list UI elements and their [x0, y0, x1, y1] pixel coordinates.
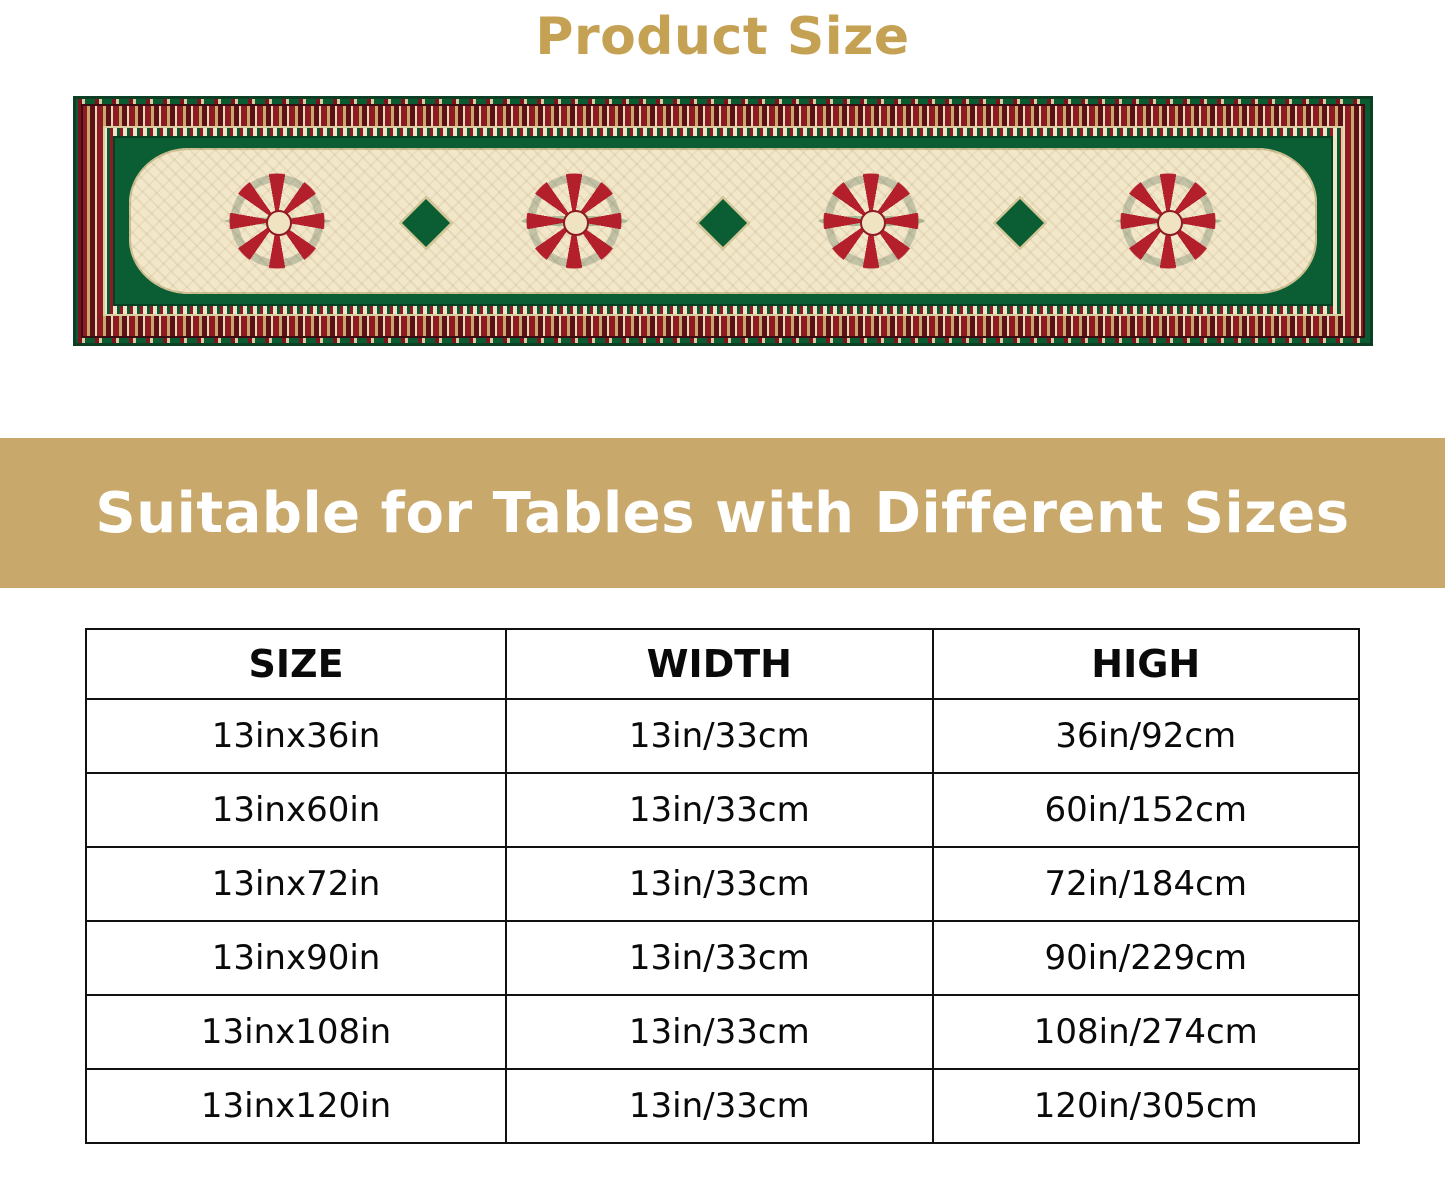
table-row: [86, 847, 1359, 921]
cell-width: 13in/33cm: [506, 773, 932, 847]
banner-text: Suitable for Tables with Different Sizes: [95, 480, 1350, 546]
cell-size: 13inx108in: [86, 995, 506, 1069]
cell-width: 13in/33cm: [506, 995, 932, 1069]
column-header-size: SIZE: [86, 629, 506, 699]
cell-high: 36in/92cm: [933, 699, 1359, 773]
cell-width: 13in/33cm: [506, 699, 932, 773]
size-table: [85, 628, 1360, 1144]
size-table-container: [85, 628, 1360, 1144]
cell-size: 13inx60in: [86, 773, 506, 847]
table-row: [86, 1069, 1359, 1143]
page-title: Product Size: [535, 7, 910, 67]
cell-high: 72in/184cm: [933, 847, 1359, 921]
cell-high: 120in/305cm: [933, 1069, 1359, 1143]
runner-medallion: [229, 173, 325, 269]
runner-medallion-field: [129, 148, 1317, 294]
table-runner-graphic: [73, 96, 1373, 346]
banner: [0, 438, 1445, 588]
runner-medallion: [823, 173, 919, 269]
cell-size: 13inx120in: [86, 1069, 506, 1143]
table-row: [86, 699, 1359, 773]
cell-high: 90in/229cm: [933, 921, 1359, 995]
table-row: [86, 773, 1359, 847]
runner-lozenge: [696, 197, 750, 251]
cell-size: 13inx90in: [86, 921, 506, 995]
product-image: [73, 96, 1373, 346]
cell-high: 60in/152cm: [933, 773, 1359, 847]
cell-width: 13in/33cm: [506, 921, 932, 995]
runner-medallion: [526, 173, 622, 269]
column-header-width: WIDTH: [506, 629, 932, 699]
table-header-row: [86, 629, 1359, 699]
runner-lozenge: [399, 197, 453, 251]
column-header-high: HIGH: [933, 629, 1359, 699]
cell-size: 13inx36in: [86, 699, 506, 773]
cell-width: 13in/33cm: [506, 1069, 932, 1143]
table-row: [86, 921, 1359, 995]
cell-width: 13in/33cm: [506, 847, 932, 921]
runner-lozenge: [993, 197, 1047, 251]
runner-medallion: [1120, 173, 1216, 269]
cell-high: 108in/274cm: [933, 995, 1359, 1069]
table-row: [86, 995, 1359, 1069]
cell-size: 13inx72in: [86, 847, 506, 921]
